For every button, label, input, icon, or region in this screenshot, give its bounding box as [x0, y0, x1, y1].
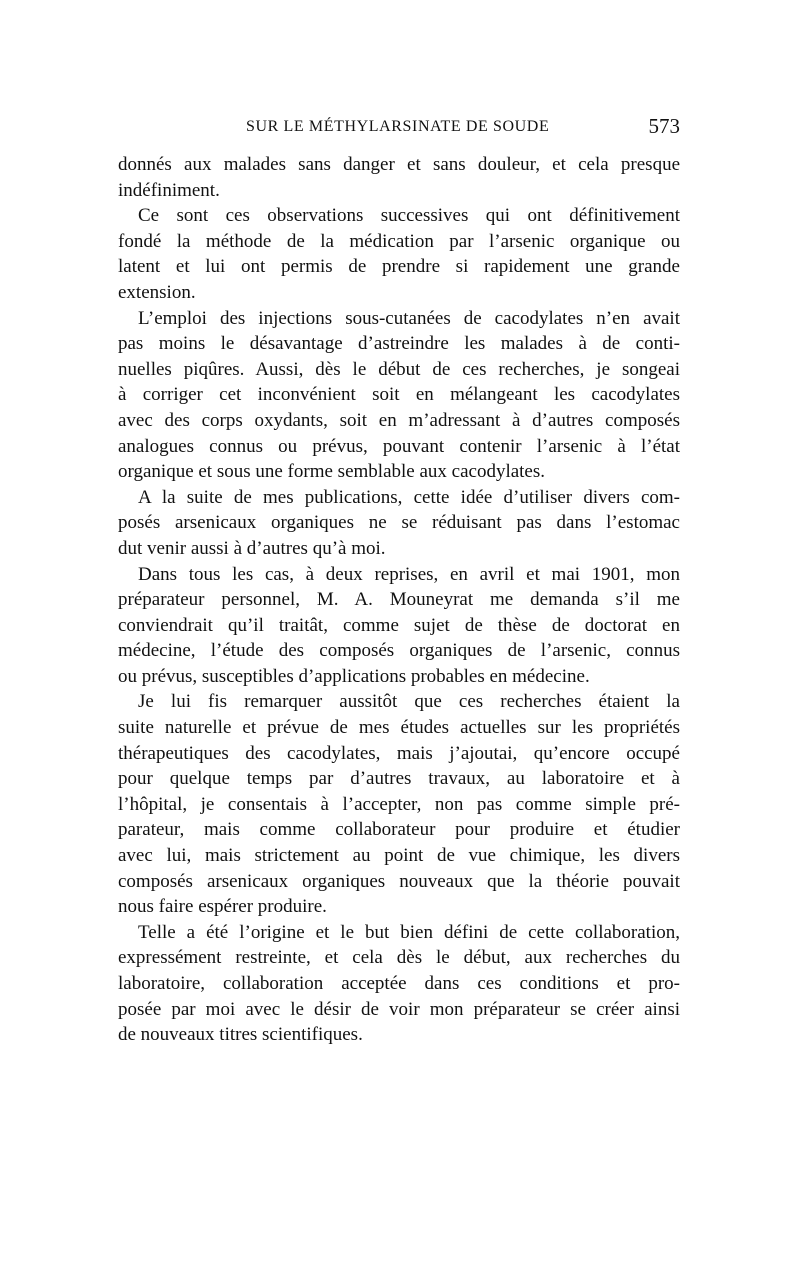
text-line: pour quelque temps par d’autres travaux, au laboratoire et à — [118, 768, 680, 790]
text-line: pas moins le désavantage d’astreindre les malades à de conti- — [118, 333, 680, 355]
running-head — [118, 114, 680, 140]
page-number: 573 — [648, 114, 680, 138]
text-line: conviendrait qu’il traitât, comme sujet de thèse de doctorat en — [118, 614, 680, 636]
text-line: Je lui fis remarquer aussitôt que ces recherches étaient la — [138, 691, 680, 713]
text-line: A la suite de mes publications, cette idée d’utiliser divers com- — [138, 486, 680, 508]
text-line: indéfiniment. — [118, 179, 220, 201]
text-line: de nouveaux titres scientifiques. — [118, 1024, 363, 1046]
text-line: laboratoire, collaboration acceptée dans ces conditions et pro- — [118, 973, 680, 994]
running-title: SUR LE MÉTHYLARSINATE DE SOUDE — [246, 118, 550, 135]
text-line: Ce sont ces observations successives qui ont définitivement — [138, 205, 680, 227]
text-line: à corriger cet inconvénient soit en mélangeant les cacodylates — [118, 384, 680, 406]
text-line: l’hôpital, je consentais à l’accepter, non pas comme simple pré- — [118, 793, 680, 815]
text-line: ou prévus, susceptibles d’applications probables en médecine. — [118, 665, 590, 687]
text-line: parateur, mais comme collaborateur pour produire et étudier — [118, 819, 680, 841]
text-line: avec des corps oxydants, soit en m’adressant à d’autres composés — [118, 409, 680, 431]
body-text — [118, 152, 680, 1048]
text-line: Telle a été l’origine et le but bien défini de cette collaboration, — [138, 921, 680, 943]
text-line: thérapeutiques des cacodylates, mais j’ajoutai, qu’encore occupé — [118, 742, 680, 764]
text-line: nuelles piqûres. Aussi, dès le début de ces recherches, je songeai — [118, 358, 680, 380]
text-line: extension. — [118, 281, 196, 303]
text-line: donnés aux malades sans danger et sans douleur, et cela presque — [118, 154, 680, 175]
text-line: analogues connus ou prévus, pouvant contenir l’arsenic à l’état — [118, 435, 680, 457]
text-line: nous faire espérer produire. — [118, 896, 327, 918]
text-line: Dans tous les cas, à deux reprises, en avril et mai 1901, mon — [138, 563, 680, 585]
text-line: posée par moi avec le désir de voir mon préparateur se créer ainsi — [118, 998, 680, 1020]
text-line: posés arsenicaux organiques ne se réduisant pas dans l’estomac — [118, 512, 680, 534]
text-line: suite naturelle et prévue de mes études actuelles sur les propriétés — [118, 717, 680, 739]
text-line: composés arsenicaux organiques nouveaux que la théorie pouvait — [118, 870, 680, 892]
text-line: expressément restreinte, et cela dès le début, aux recherches du — [118, 947, 680, 969]
text-line: latent et lui ont permis de prendre si rapidement une grande — [118, 256, 680, 278]
text-line: préparateur personnel, M. A. Mouneyrat me demanda s’il me — [118, 589, 680, 611]
text-line: dut venir aussi à d’autres qu’à moi. — [118, 537, 386, 559]
text-line: avec lui, mais strictement au point de vue chimique, les divers — [118, 845, 680, 867]
text-line: organique et sous une forme semblable aux cacodylates. — [118, 461, 546, 483]
text-line: fondé la méthode de la médication par l’arsenic organique ou — [118, 230, 680, 252]
text-line: médecine, l’étude des composés organiques de l’arsenic, connus — [118, 640, 680, 662]
text-line: L’emploi des injections sous-cutanées de cacodylates n’en avait — [138, 307, 680, 329]
